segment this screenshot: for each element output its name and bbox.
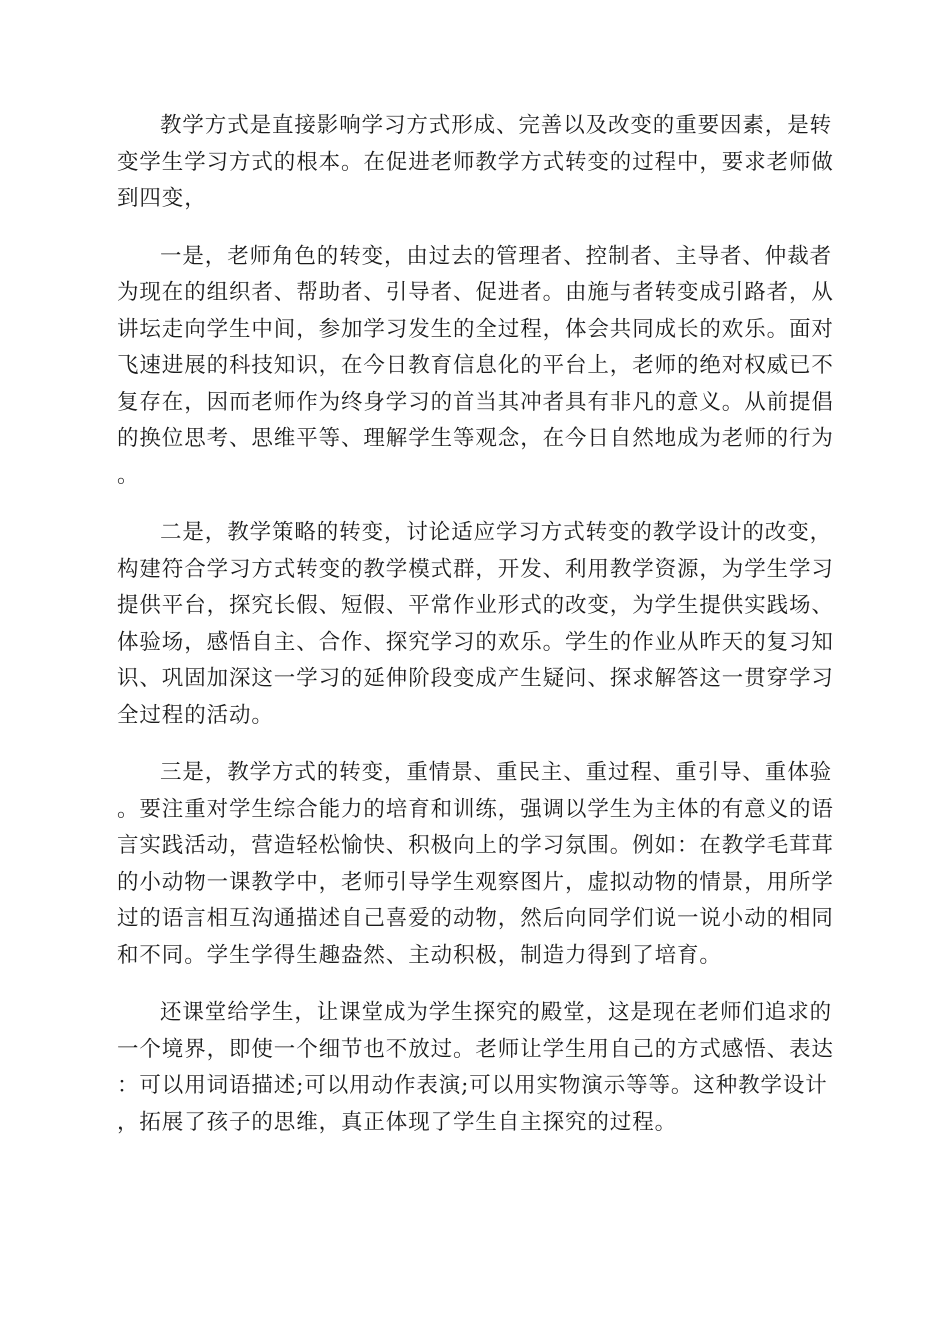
paragraph-intro: 教学方式是直接影响学习方式形成、完善以及改变的重要因素，是转变学生学习方式的根本。在促进老师教学方式转变的过程中，要求老师做到四变， (117, 113, 834, 211)
document-body (117, 108, 835, 1162)
paragraph-teaching-method: 三是，教学方式的转变，重情景、重民主、重过程、重引导、重体验。要注重对学生综合能力的培育和训练，强调以学生为主体的有意义的语言实践活动，营造轻松愉快、积极向上的学习氛围。例如：在教学毛茸茸的小动物一课教学中，老师引导学生观察图片，虚拟动物的情景，用所学过的语言相互沟通描述自己喜爱的动物，然后向同学们说一说小动的相同和不同。学生学得生趣盎然、主动积极，制造力得到了培育。 (117, 760, 834, 968)
paragraph-teaching-strategy: 二是，教学策略的转变，讨论适应学习方式转变的教学设计的改变，构建符合学习方式转变的教学模式群，开发、利用教学资源，为学生学习提供平台，探究长假、短假、平常作业形式的改变，为学生提供实践场、体验场，感悟自主、合作、探究学习的欢乐。学生的作业从昨天的复习知识、巩固加深这一学习的延伸阶段变成产生疑问、探求解答这一贯穿学习全过程的活动。 (117, 520, 834, 728)
paragraph-classroom: 还课堂给学生，让课堂成为学生探究的殿堂，这是现在老师们追求的一个境界，即使一个细节也不放过。老师让学生用自己的方式感悟、表达：可以用词语描述;可以用动作表演;可以用实物演示等等。这种教学设计，拓展了孩子的思维，真正体现了学生自主探究的过程。 (117, 1000, 834, 1135)
paragraph-teacher-role: 一是，老师角色的转变，由过去的管理者、控制者、主导者、仲裁者为现在的组织者、帮助者、引导者、促进者。由施与者转变成引路者，从讲坛走向学生中间，参加学习发生的全过程，体会共同成长的欢乐。面对飞速进展的科技知识，在今日教育信息化的平台上，老师的绝对权威已不复存在，因而老师作为终身学习的首当其冲者具有非凡的意义。从前提倡的换位思考、思维平等、理解学生等观念，在今日自然地成为老师的行为。 (117, 243, 834, 488)
